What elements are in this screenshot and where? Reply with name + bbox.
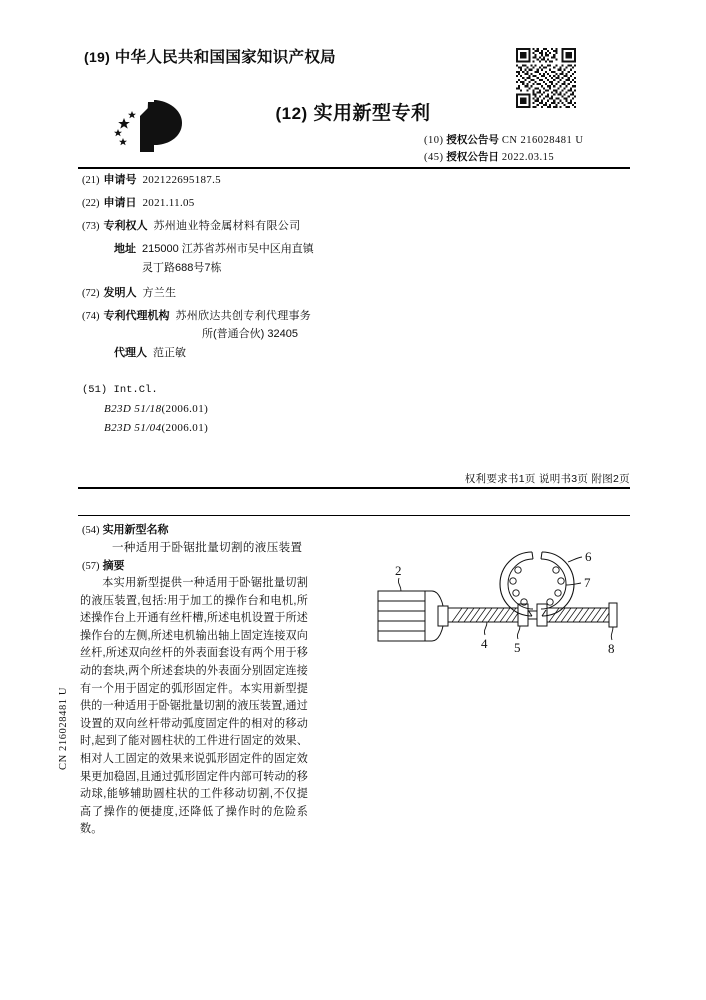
abstract-heading — [82, 557, 125, 573]
title-label: 实用新型名称 — [102, 524, 169, 536]
publication-date-row — [424, 149, 584, 166]
figure-label-2: 2 — [395, 563, 402, 578]
publication-date-code: (45) — [424, 152, 444, 163]
patentee-row — [82, 219, 482, 234]
title-code: (54) — [82, 525, 100, 536]
title-heading — [82, 521, 169, 537]
patent-kind-line — [0, 98, 706, 125]
inventor-code: (72) — [82, 288, 100, 299]
publication-number-label: 授权公告号 — [446, 134, 499, 146]
agency-label: 专利代理机构 — [103, 310, 170, 322]
application-date-value: 2021.11.05 — [142, 197, 195, 209]
figure-label-5: 5 — [514, 640, 521, 655]
ipc-item — [82, 400, 208, 419]
figure-label-8: 8 — [608, 641, 615, 656]
agency-value-continued: 所(普通合伙) 32405 — [202, 328, 298, 340]
ipc-header — [82, 381, 208, 400]
inventor-label: 发明人 — [103, 287, 137, 299]
application-number-row — [82, 173, 482, 188]
title-divider — [78, 515, 630, 516]
abstract-body — [80, 575, 308, 839]
ipc-label: Int.Cl. — [113, 384, 158, 396]
agency-row — [82, 309, 482, 324]
header-divider — [78, 167, 630, 169]
abstract-text: 本实用新型提供一种适用于卧锯批量切割的液压装置,包括:用于加工的操作台和电机,所述操作台上开通有丝杆槽,所述电机设置于所述操作台的左侧,所述电机输出轴上固定连接双向丝杆,所述双向丝杆的外表面套设有两个用于移动的套块,两个所述套块的外表面分别固定连接有一个用于固定的弧形固定件。本实用新型提供的一种适用于卧锯批量切割的液压装置,通过设置的双向丝杆带动弧度固定件的相对的移动时,起到了能对圆柱状的工件进行固定的效果、相对人工固定的效果来说弧形固定件的固定效果更加稳固,且通过弧形固定件内部可转动的移动球,能够辅助圆柱状的工件移动切割,不仅提高了操作的便捷度,还降低了操作时的危险系数。 — [80, 577, 308, 836]
patentee-label: 专利权人 — [103, 220, 148, 232]
ipc-symbol: B23D 51/18 — [104, 403, 162, 415]
publication-meta — [424, 132, 584, 166]
document-page-counts: 权利要求书1页 说明书3页 附图2页 — [464, 473, 630, 485]
application-date-label: 申请日 — [103, 197, 137, 209]
invention-title: 一种适用于卧锯批量切割的液压装置 — [112, 542, 303, 554]
address-line-1: 215000 江苏省苏州市吴中区甪直镇 — [142, 243, 314, 255]
publication-date-label: 授权公告日 — [446, 151, 499, 163]
abstract-label: 摘要 — [102, 560, 125, 572]
address-line-2: 灵丁路688号7栋 — [142, 262, 222, 274]
application-number-value: 202122695187.5 — [142, 174, 221, 186]
figure-label-7: 7 — [584, 575, 591, 590]
publication-number-value: CN 216028481 U — [501, 135, 584, 146]
agent-value: 范正敏 — [153, 347, 186, 359]
figure-label-6: 6 — [585, 549, 592, 564]
kind-name: 实用新型专利 — [313, 103, 431, 124]
publication-number-code: (10) — [424, 135, 444, 146]
application-number-label: 申请号 — [103, 174, 137, 186]
ipc-block — [82, 381, 208, 438]
ipc-item — [82, 419, 208, 438]
agent-row — [82, 346, 482, 361]
agency-value: 苏州欣达共创专利代理事务 — [175, 310, 312, 322]
ipc-version: (2006.01) — [161, 403, 209, 415]
kind-code: (12) — [275, 104, 308, 123]
figure-label-4: 4 — [481, 636, 488, 651]
agency-code: (74) — [82, 311, 100, 322]
application-date-row — [82, 196, 482, 211]
ipc-version: (2006.01) — [161, 422, 209, 434]
issuing-office-line — [84, 45, 336, 67]
patent-figure — [370, 540, 640, 745]
office-code: (19) — [84, 49, 111, 65]
inventor-value: 方兰生 — [142, 287, 177, 299]
bibliographic-block — [82, 173, 482, 365]
publication-number-row — [424, 132, 584, 149]
address-label: 地址 — [114, 243, 136, 255]
application-number-code: (21) — [82, 175, 100, 186]
qr-code — [516, 48, 576, 108]
inventor-row — [82, 286, 482, 301]
side-publication-code: CN 216028481 U — [58, 686, 69, 770]
agent-label: 代理人 — [114, 347, 147, 359]
patentee-address-row-2 — [82, 261, 482, 276]
ipc-code: (51) — [82, 384, 108, 396]
biblio-divider — [78, 487, 630, 489]
office-name: 中华人民共和国国家知识产权局 — [114, 49, 336, 66]
publication-date-value: 2022.03.15 — [501, 152, 555, 163]
patentee-address-row — [82, 242, 482, 257]
application-date-code: (22) — [82, 198, 100, 209]
abstract-code: (57) — [82, 561, 100, 572]
patentee-code: (73) — [82, 221, 100, 232]
patentee-value: 苏州迪业特金属材料有限公司 — [153, 220, 301, 232]
ipc-symbol: B23D 51/04 — [104, 422, 162, 434]
